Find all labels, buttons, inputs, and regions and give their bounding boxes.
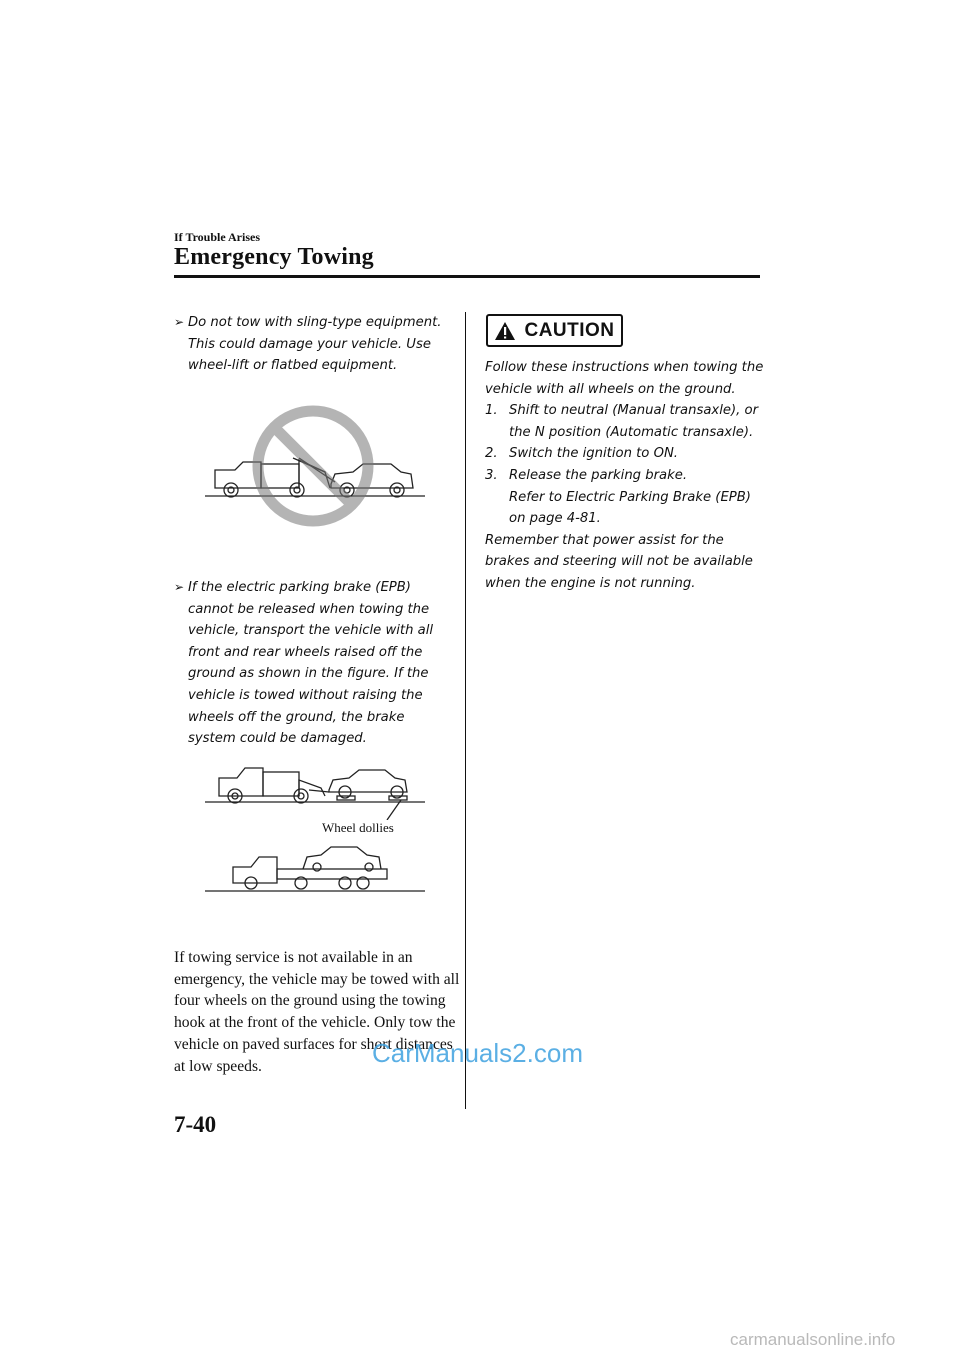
page-number: 7-40 xyxy=(174,1112,217,1137)
caution-outro: Remember that power assist for the brakes and steering will not be available when the engine is not running. xyxy=(485,532,753,591)
step-number: 2. xyxy=(485,446,498,462)
prohibition-sign xyxy=(258,411,368,521)
caution-body xyxy=(485,357,765,595)
wheel-dollies-illustration xyxy=(205,760,430,820)
caution-intro: Follow these instructions when towing the vehicle with all wheels on the ground. xyxy=(485,360,764,397)
caution-heading xyxy=(486,314,623,347)
step-text: Switch the ignition to ON. xyxy=(509,446,679,462)
bullet-epb xyxy=(174,577,454,750)
warning-triangle-icon xyxy=(494,321,516,341)
footer-url: carmanualsonline.info xyxy=(730,1330,896,1349)
title-rule xyxy=(174,275,760,278)
step-subtext: Refer to Electric Parking Brake (EPB) on page 4-81. xyxy=(509,489,751,527)
bullet-text: If the electric parking brake (EPB) cannot be released when towing the vehicle, transport the vehicle with all front and rear wheels raised off the ground as shown in the figure. If the vehicle is towed without raising the wheels off the ground, the brake system could be damaged. xyxy=(188,580,434,747)
caution-step xyxy=(485,400,765,443)
page-title: Emergency Towing xyxy=(174,244,374,270)
bullet-text: Do not tow with sling-type equipment. This could damage your vehicle. Use wheel-lift or flatbed equipment. xyxy=(188,315,442,374)
section-label: If Trouble Arises xyxy=(174,230,261,244)
watermark-text: CarManuals2.com xyxy=(372,1038,583,1068)
bullet-sling-type xyxy=(174,312,454,377)
caution-step xyxy=(485,465,765,487)
step-text: Release the parking brake. xyxy=(509,467,688,483)
step-number: 1. xyxy=(485,403,498,419)
body-paragraph: If towing service is not available in an emergency, the vehicle may be towed with all four wheels on the ground using the towing hook at the front of the vehicle. Only tow the vehicle on paved surfaces for short distances at low speeds. xyxy=(174,949,460,1075)
column-divider xyxy=(465,312,466,1109)
sling-tow-prohibited-illustration xyxy=(205,402,430,530)
caution-step xyxy=(485,443,765,465)
arrow-bullet-icon: ➢ xyxy=(174,580,185,594)
caution-label: CAUTION xyxy=(524,319,615,341)
figure-caption: Wheel dollies xyxy=(322,820,394,835)
arrow-bullet-icon: ➢ xyxy=(174,315,185,329)
step-text: Shift to neutral (Manual transaxle), or the N position (Automatic transaxle). xyxy=(509,403,759,440)
step-number: 3. xyxy=(485,467,498,483)
flatbed-illustration xyxy=(205,843,430,895)
